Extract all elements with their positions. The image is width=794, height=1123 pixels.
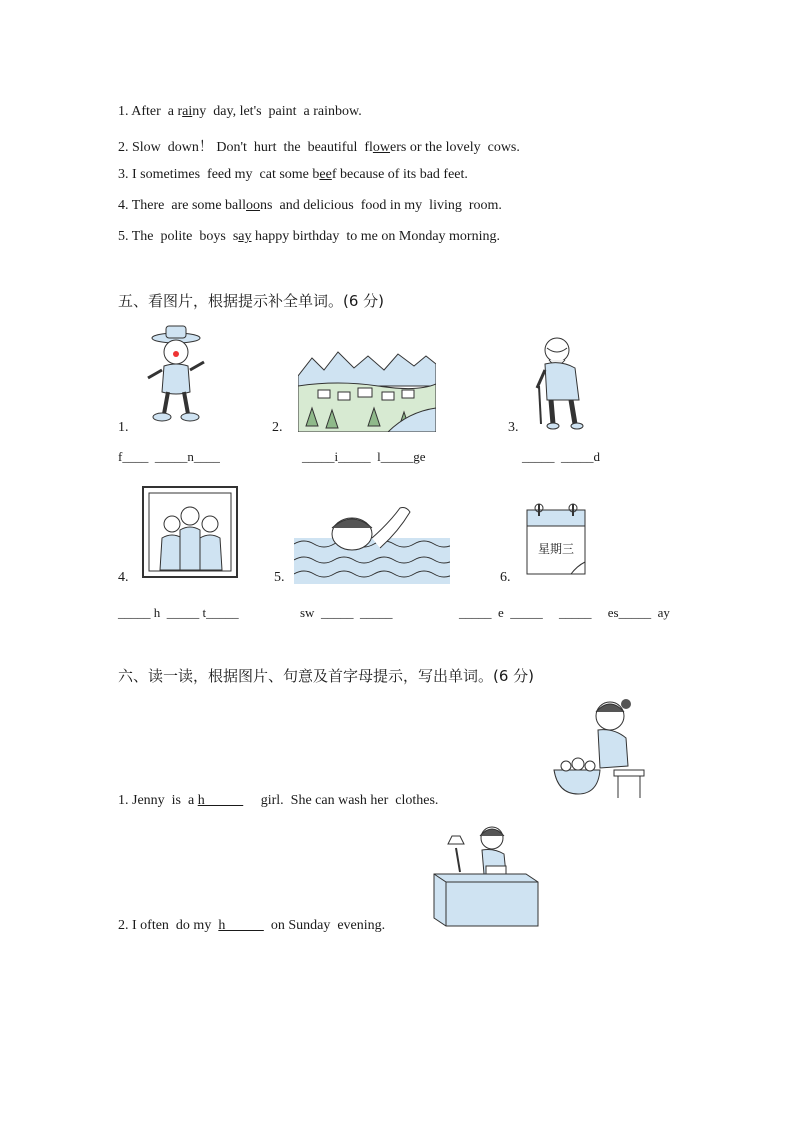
sentence-5 bbox=[118, 229, 500, 245]
word-blank-3: _____ _____d bbox=[522, 449, 600, 464]
item-number: 6. bbox=[500, 570, 511, 585]
question-text: 1. Jenny is a bbox=[118, 793, 198, 808]
old-man-picture bbox=[531, 334, 591, 430]
sentence-1 bbox=[118, 104, 362, 120]
answer-blank: h bbox=[197, 793, 244, 808]
item-number: 3. bbox=[508, 420, 519, 435]
girl-doing-homework-picture bbox=[430, 822, 542, 932]
sentence-3 bbox=[118, 167, 468, 183]
item-number: 4. bbox=[118, 570, 129, 585]
calendar-picture bbox=[525, 500, 589, 576]
sentence-text: f because of its bad feet. bbox=[331, 167, 468, 182]
question-2 bbox=[118, 918, 385, 934]
question-text: on Sunday evening. bbox=[263, 918, 386, 933]
word-blank-2: _____i_____ l_____ge bbox=[302, 449, 426, 464]
clown-picture bbox=[138, 322, 214, 426]
underlined-letters: ai bbox=[182, 104, 193, 119]
answer-blank: h bbox=[218, 918, 264, 933]
sentence-text: 2. Slow down！ Don't hurt the beautiful fl bbox=[118, 140, 373, 155]
question-1 bbox=[118, 793, 438, 809]
underlined-letters: oo bbox=[246, 198, 261, 213]
sentence-text: 1. After a r bbox=[118, 104, 183, 119]
underlined-letters: ow bbox=[372, 140, 391, 155]
word-blank-6: _____ e _____ _____ es_____ ay bbox=[459, 605, 670, 620]
word-blank-5: sw _____ _____ bbox=[300, 605, 393, 620]
question-text: girl. She can wash her clothes. bbox=[243, 793, 439, 808]
sentence-4 bbox=[118, 198, 502, 214]
sentence-text: ny day, let's paint a rainbow. bbox=[192, 104, 362, 119]
sentence-text: 3. I sometimes feed my cat some b bbox=[118, 167, 320, 182]
village-landscape-picture bbox=[298, 346, 436, 432]
sentence-text: 4. There are some ball bbox=[118, 198, 247, 213]
item-number: 5. bbox=[274, 570, 285, 585]
family-photo-frame-picture bbox=[142, 486, 238, 578]
sentence-text: 5. The polite boys s bbox=[118, 229, 239, 244]
swimming-boy-picture bbox=[294, 502, 450, 584]
word-blank-4: _____ h _____ t_____ bbox=[118, 605, 239, 620]
section-6-title: 六、读一读，根据图片、句意及首字母提示，写出单词。(6 分) bbox=[118, 667, 535, 685]
item-number: 2. bbox=[272, 420, 283, 435]
calendar-day-label: 星期三 bbox=[537, 542, 574, 556]
underlined-letters: ay bbox=[238, 229, 252, 244]
underlined-letters: ee bbox=[319, 167, 332, 182]
item-number: 1. bbox=[118, 420, 129, 435]
question-text: 2. I often do my bbox=[118, 918, 219, 933]
sentence-2 bbox=[118, 136, 520, 156]
girl-washing-clothes-picture bbox=[552, 694, 648, 802]
section-5-title: 五、看图片，根据提示补全单词。(6 分) bbox=[118, 292, 385, 310]
sentence-text: ers or the lovely cows. bbox=[390, 140, 520, 155]
word-blank-1: f____ _____n____ bbox=[118, 449, 220, 464]
sentence-text: ns and delicious food in my living room. bbox=[260, 198, 502, 213]
sentence-text: happy birthday to me on Monday morning. bbox=[251, 229, 500, 244]
